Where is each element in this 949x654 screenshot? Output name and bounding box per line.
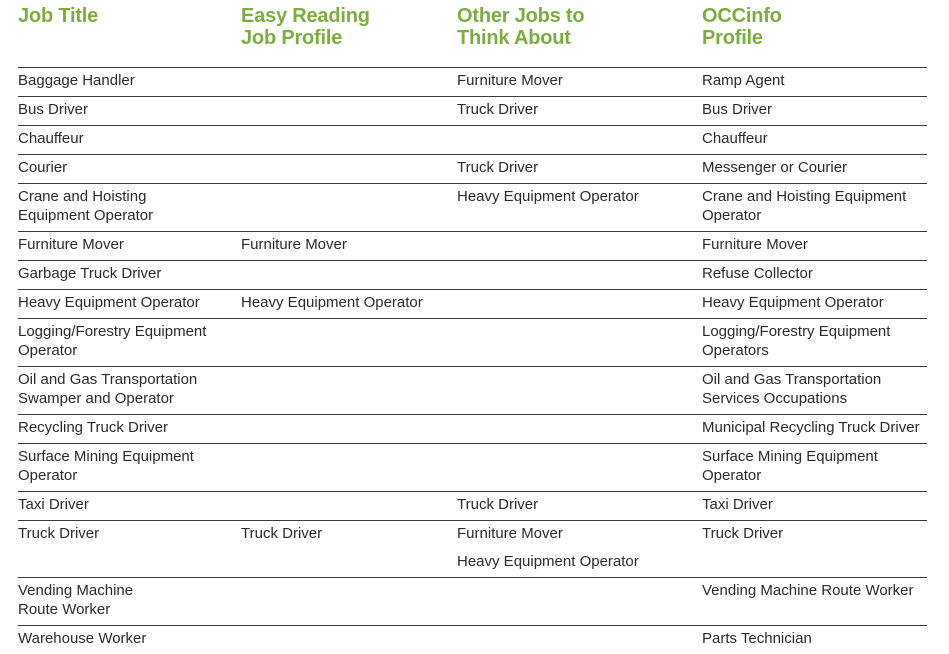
cell-occinfo: Ramp Agent (702, 71, 785, 89)
cell-easy-reading (241, 491, 457, 520)
table-row (18, 260, 927, 289)
cell-occinfo: Heavy Equipment Operator (702, 293, 884, 311)
other-job-item: Furniture Mover (457, 71, 563, 89)
cell-easy-reading (241, 318, 457, 366)
cell-job-title: Garbage Truck Driver (18, 264, 162, 282)
cell-easy-reading (241, 443, 457, 491)
cell-occinfo: Furniture Mover (702, 235, 808, 253)
table-row (18, 366, 927, 414)
table-row (18, 577, 927, 625)
table-row (18, 96, 927, 125)
cell-easy-reading (241, 183, 457, 231)
table-row (18, 318, 927, 366)
cell-other-jobs (457, 125, 702, 154)
cell-job-title: Furniture Mover (18, 235, 124, 253)
cell-easy-reading (241, 125, 457, 154)
other-job-item: Furniture Mover (457, 524, 563, 542)
cell-easy-reading (241, 414, 457, 443)
cell-other-jobs (457, 577, 702, 625)
other-job-item: Truck Driver (457, 100, 539, 118)
cell-other-jobs (457, 260, 702, 289)
cell-other-jobs (457, 231, 702, 260)
header-row (18, 5, 927, 67)
cell-other-jobs (457, 414, 702, 443)
cell-occinfo: Vending Machine Route Worker (702, 581, 914, 599)
cell-other-jobs (457, 443, 702, 491)
table-row (18, 67, 927, 96)
table-row (18, 183, 927, 231)
job-table-page (18, 5, 927, 654)
cell-easy-reading (241, 154, 457, 183)
table-row (18, 520, 927, 577)
cell-job-title: Heavy Equipment Operator (18, 293, 200, 311)
table-row (18, 625, 927, 654)
cell-job-title: Surface Mining Equipment Operator (18, 447, 194, 484)
cell-occinfo: Bus Driver (702, 100, 773, 118)
cell-other-jobs (457, 318, 702, 366)
other-job-item: Heavy Equipment Operator (457, 552, 639, 570)
cell-occinfo: Messenger or Courier (702, 158, 848, 176)
cell-occinfo: Municipal Recycling Truck Driver (702, 418, 920, 436)
other-job-item: Truck Driver (457, 495, 539, 513)
table-row (18, 289, 927, 318)
cell-other-jobs (457, 520, 702, 577)
header-job-title: Job Title (18, 5, 99, 27)
cell-other-jobs (457, 183, 702, 231)
other-job-item: Truck Driver (457, 158, 539, 176)
cell-easy-reading (241, 625, 457, 654)
cell-easy-reading (241, 366, 457, 414)
job-table (18, 5, 927, 654)
cell-job-title: Truck Driver (18, 524, 100, 542)
cell-other-jobs (457, 491, 702, 520)
cell-easy-reading: Truck Driver (241, 524, 323, 542)
cell-easy-reading (241, 577, 457, 625)
cell-job-title: Warehouse Worker (18, 629, 147, 647)
cell-other-jobs (457, 289, 702, 318)
cell-other-jobs (457, 96, 702, 125)
cell-job-title: Baggage Handler (18, 71, 135, 89)
cell-occinfo: Surface Mining Equipment Operator (702, 447, 878, 484)
cell-job-title: Logging/Forestry Equipment Operator (18, 322, 207, 359)
cell-other-jobs (457, 67, 702, 96)
cell-easy-reading (241, 260, 457, 289)
cell-occinfo: Crane and Hoisting Equipment Operator (702, 187, 907, 224)
cell-job-title: Recycling Truck Driver (18, 418, 169, 436)
cell-job-title: Chauffeur (18, 129, 84, 147)
cell-job-title: Vending Machine Route Worker (18, 581, 134, 618)
cell-job-title: Oil and Gas Transportation Swamper and Operator (18, 370, 198, 407)
cell-occinfo: Chauffeur (702, 129, 768, 147)
cell-job-title: Taxi Driver (18, 495, 89, 513)
table-body (18, 67, 927, 654)
header-easy-reading: Easy Reading Job Profile (241, 5, 370, 49)
cell-other-jobs (457, 366, 702, 414)
header-occinfo: OCCinfo Profile (702, 5, 782, 49)
cell-easy-reading (241, 96, 457, 125)
cell-occinfo: Parts Technician (702, 629, 812, 647)
cell-job-title: Crane and Hoisting Equipment Operator (18, 187, 154, 224)
table-row (18, 154, 927, 183)
header-other-jobs: Other Jobs to Think About (457, 5, 585, 49)
table-row (18, 414, 927, 443)
cell-job-title: Courier (18, 158, 68, 176)
cell-other-jobs (457, 154, 702, 183)
cell-occinfo: Oil and Gas Transportation Services Occupations (702, 370, 882, 407)
table-row (18, 231, 927, 260)
other-job-item: Heavy Equipment Operator (457, 187, 639, 205)
cell-job-title: Bus Driver (18, 100, 89, 118)
cell-easy-reading: Furniture Mover (241, 235, 347, 253)
table-row (18, 125, 927, 154)
cell-occinfo: Logging/Forestry Equipment Operators (702, 322, 891, 359)
cell-occinfo: Refuse Collector (702, 264, 813, 282)
cell-other-jobs (457, 625, 702, 654)
cell-occinfo: Taxi Driver (702, 495, 773, 513)
table-row (18, 491, 927, 520)
table-row (18, 443, 927, 491)
cell-easy-reading (241, 67, 457, 96)
cell-easy-reading: Heavy Equipment Operator (241, 293, 423, 311)
cell-occinfo: Truck Driver (702, 524, 784, 542)
